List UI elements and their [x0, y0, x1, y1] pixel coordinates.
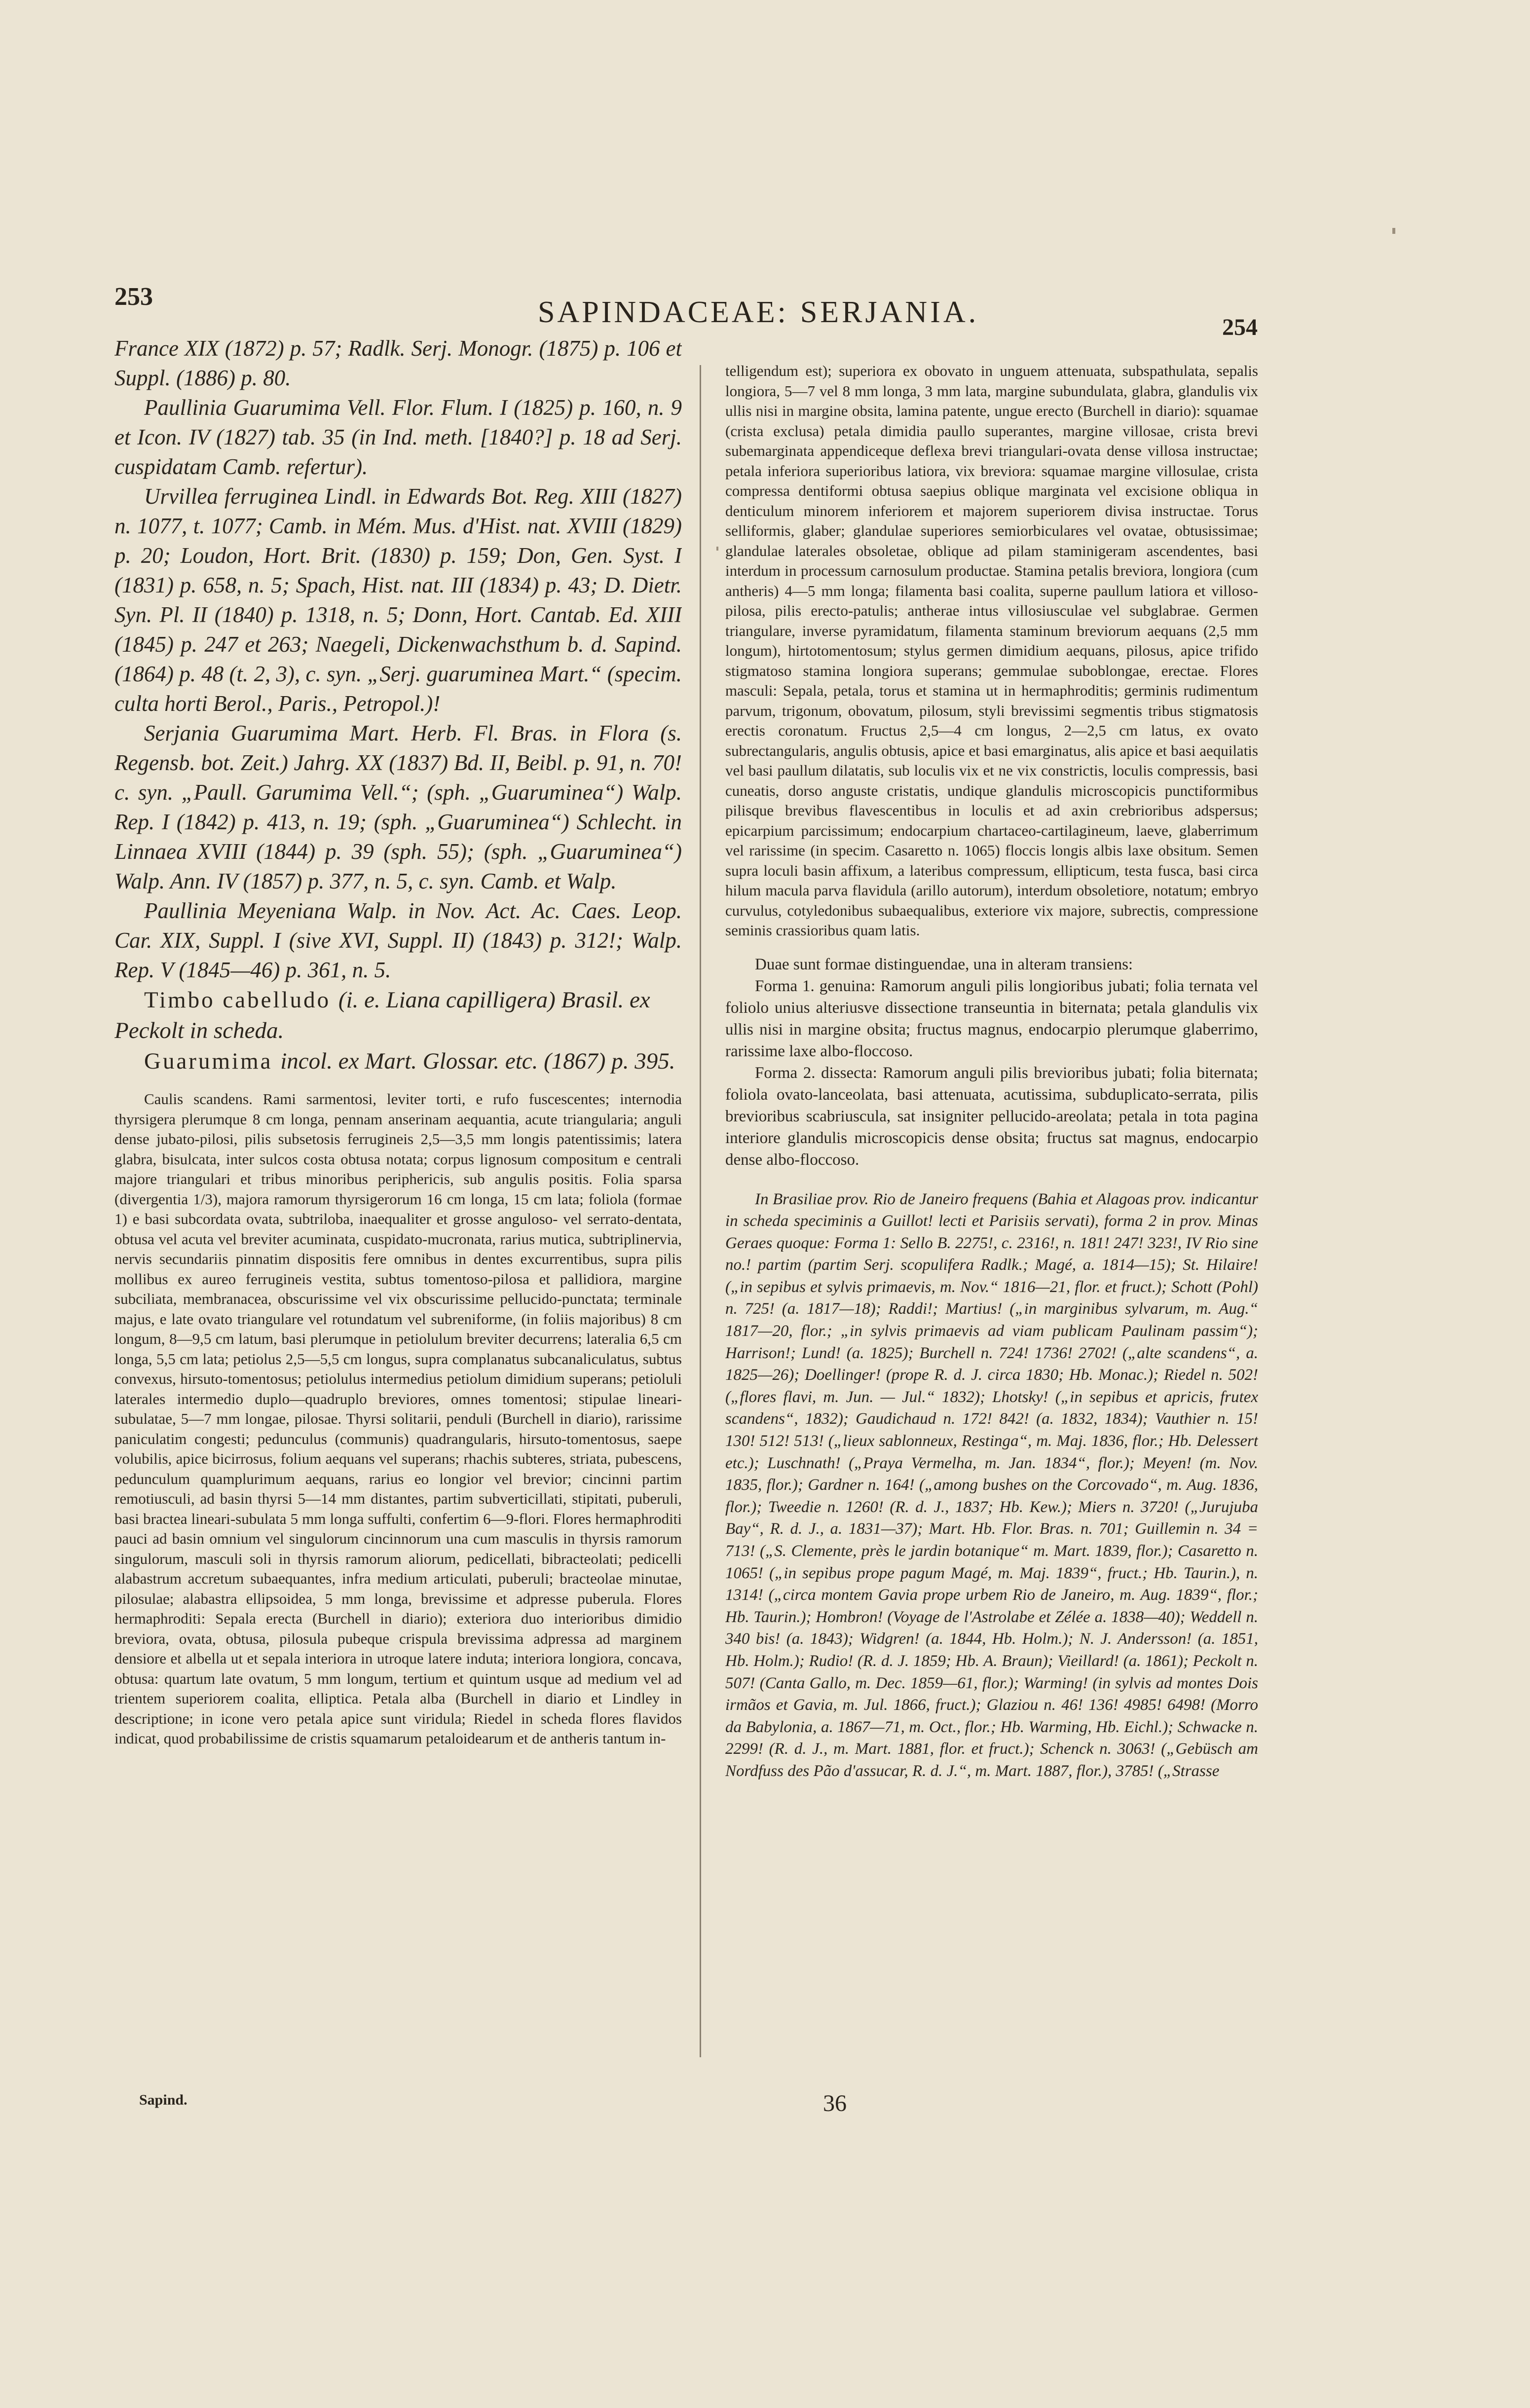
running-head — [538, 295, 979, 330]
signature-mark: Sapind. — [139, 2092, 187, 2108]
forms-intro: Duae sunt formae distinguendae, una in alteram transiens: — [755, 955, 1133, 973]
form-2: Forma 2. dissecta: Ramorum anguli pilis brevioribus jubati; folia biternata; foliola ovato-lanceolata, basi attenuata, acutissima, subduplicato-serrata, pilis brevioribus scabriuscula, sat insigniter pellucido-areolata; petala in tota pagina interiore glandulis microscopicis dense obsita; fructus sat magnus, endocarpio dense albo-floccoso. — [725, 1064, 1258, 1169]
reference-entry: Urvillea ferruginea Lindl. in Edwards Bot. Reg. XIII (1827) n. 1077, t. 1077; Camb. in Mém. Mus. d'Hist. nat. XVIII (1829) p. 20; Loudon, Hort. Brit. (1830) p. 159; Don, Gen. Syst. I (1831) p. 658, n. 5; Spach, Hist. nat. III (1834) p. 43; D. Dietr. Syn. Pl. II (1840) p. 1318, n. 5; Donn, Hort. Cantab. Ed. XIII (1845) p. 247 et 263; Naegeli, Dickenwachsthum b. d. Sapind. (1864) p. 48 (t. 2, 3), c. syn. „Serj. guaruminea Mart.“ (specim. culta horti Berol., Paris., Petropol.)! — [114, 484, 682, 716]
running-head-genus: SERJANIA. — [800, 296, 979, 329]
column-divider — [700, 365, 701, 2057]
reference-entry: France XIX (1872) p. 57; Radlk. Serj. Monogr. (1875) p. 106 et Suppl. (1886) p. 80. — [114, 336, 682, 390]
running-head-family: SAPINDACEAE: — [538, 296, 788, 329]
page-number-right: 254 — [1222, 314, 1258, 340]
vernacular-name — [114, 985, 682, 1046]
left-column — [114, 333, 682, 2095]
reference-entry: Paullinia Guarumima Vell. Flor. Flum. I (1825) p. 160, n. 9 et Icon. IV (1827) tab. 35 (in Ind. meth. [1840?] p. 18 ad Serj. cuspidatam Camb. refertur). — [114, 395, 682, 479]
page-number-left: 253 — [114, 283, 153, 311]
reference-entry: Paullinia Meyeniana Walp. in Nov. Act. Ac. Caes. Leop. Car. XIX, Suppl. I (sive XVI, Suppl. II) (1843) p. 312!; Walp. Rep. V (1845—46) p. 361, n. 5. — [114, 898, 682, 982]
form-1: Forma 1. genuina: Ramorum anguli pilis longioribus jubati; folia ternata vel foliolo unius alteriusve dissectione transeuntia in biternata; petala glandulis vix ullis nisi in margine obsita; fructus magnus, endocarpio plerumque glaberrimo, rarissime laxe albo-floccoso. — [725, 977, 1258, 1060]
description-text: Caulis scandens. Rami sarmentosi, leviter torti, e rufo fuscescentes; internodia thyrsigera plerumque 8 cm longa, pennam anserinam aequantia, acute triangularia; anguli dense jubato-pilosi, pilis subsetosis ferrugineis 2,5—3,5 mm longis patentissimis; latera glabra, bisulcata, inter sulcos costa obtusa notata; corpus lignosum compositum e centrali majore triangulari et tribus minoribus periphericis, sub angulis positis. Folia sparsa (divergentia 1/3), majora ramorum thyrsigerorum 16 cm longa, 15 cm lata; foliola (formae 1) e basi subcordata ovata, subtriloba, inaequaliter et grosse anguloso- vel serrato-dentata, obtusa vel acuta vel breviter acuminata, cuspidato-mucronata, rarius mutica, subtriplinervia, nervis secundariis pinnatim dispositis fere omnibus in dentes excurrentibus, supra pilis mollibus ex aureo ferrugineis vestita, subtus tomentoso-pilosa et pallidiora, margine subciliata, membranacea, obscurissime vel vix obscurissime pellucido-punctata; terminale majus, e late ovato triangulare vel rotundatum vel subreniforme, (in foliis majoribus) 8 cm longum, 8—9,5 cm latum, basi plerumque in petiolulum breviter decurrens; lateralia 6,5 cm longa, 5,5 cm lata; petiolus 2,5—5,5 cm longus, supra complanatus subcanaliculatus, subtus convexus, hirsuto-tomentosus; petiolulus intermedius petiolum dimidium superans; petioluli laterales intermedio duplo—quadruplo breviores, omnes tomentosi; stipulae lineari-subulatae, 5—7 mm longae, pilosae. Thyrsi solitarii, penduli (Burchell in diario), rarissime paniculatim congesti; pedunculus (communis) quadrangularis, hirsuto-tomentosus, saepe volubilis, apice bicirrosus, folium aequans vel superans; rhachis subteres, striata, pubescens, pedunculum quamplurimum aequans, rarius eo longior vel brevior; cincinni partim remotiusculi, ad basin thyrsi 5—14 mm distantes, partim subverticillati, stipitati, puberuli, basi bractea lineari-subulata 5 mm longa suffulti, confertim 6—9-flori. Flores hermaphroditi pauci ad basin omnium vel singulorum cincinnorum una cum masculis in thyrsis ramorum singulorum, masculi soli in thyrsis ramorum aliorum, pedicellati, bibracteolati; pedicelli alabastrum accretum subaequantes, infra medium articulati, puberuli; bracteolae minutae, pilosulae; alabastra ellipsoidea, 5 mm longa, brevissime et adpresse puberula. Flores hermaphroditi: Sepala erecta (Burchell in diario); exteriora duo interioribus dimidio breviora, ovata, obtusa, pilosula pubeque crispula brevissima adpressa ad marginem densiore et albella ut et sepala interiora in utroque latere induta; interiora longiora, concava, obtusa: quartum late ovatum, 5 mm longum, tertium et quintum usque ad medium vel ad trientem superiorem coalita, elliptica. Petala alba (Burchell in diario et Lindley in descriptione; in icone vero petala apice sunt viridula; Riedel in scheda flores flavidos indicat, quod probabilissime de cristis squamarum petaloidearum et de antheris tantum in- — [114, 1090, 682, 1747]
references — [114, 333, 682, 985]
paper-speck — [1392, 228, 1395, 234]
vernacular-name — [114, 1046, 682, 1076]
sheet-number: 36 — [823, 2090, 847, 2116]
description-continued: telligendum est); superiora ex obovato in unguem attenuata, subspathulata, sepalis longiora, 5—7 vel 8 mm longa, 3 mm lata, margine subundulata, glabra, glandulis vix ullis nisi in margine obsita, lamina patente, ungue erecto (Burchell in diario): squamae (crista exclusa) petala dimidia paullo superantes, margine villosae, crista brevi subemarginata appendiceque deflexa brevi triangulari-ovata dense villosa instructae; petala inferiora superioribus latiora, vix breviora: squamae margine villosulae, crista compressa dentiformi obtusa saepius oblique marginata vel excisione obliqua in denticulum minorem inferiorem et majorem superiorem divisa instructae. Torus selliformis, glaber; glandulae superiores semiorbiculares vel ovatae, obtusissimae; glandulae laterales obsoletae, oblique ad pilam staminigeram ascendentes, basi interdum in processum carnosulum productae. Stamina petalis breviora, longiora (cum antheris) 4—5 mm longa; filamenta basi coalita, superne paullum latiora et villoso-pilosa, pilis erecto-patulis; antherae intus villosiusculae vel subglabrae. Germen triangulare, inverse pyramidatum, filamenta staminum breviorum aequans (2,5 mm longum), hirtotomentosum; stylus germen dimidium aequans, pilosus, apice trifido stigmatoso stamina longiora superans; gemmulae suboblongae, erectae. Flores masculi: Sepala, petala, torus et stamina ut in hermaphroditis; germinis rudimentum parvum, trigonum, obovatum, pilosum, styli brevissimi segmentis tribus stigmatosis erectis coronatum. Fructus 2,5—4 cm longus, 2—2,5 cm latus, ex ovato subrectangularis, angulis obtusis, apice et basi emarginatus, alis apice et basi aequilatis vel basi paullum dilatatis, sub loculis vix et ne vix constrictis, loculis compressis, basi cuneatis, dorso anguste cristatis, undique glandulis microscopicis punctiformibus pilisque brevibus flavescentibus in loculis et ad axin crebrioribus adspersus; epicarpium parcissimum; endocarpium chartaceo-cartilagineum, laeve, glaberrimum vel rarissime (in specim. Casaretto n. 1065) floccis longis albis laxe obsitum. Semen supra loculi basin affixum, a lateribus compressum, ellipticum, testa fusca, basi circa hilum macula parva flavidula (arillo autorum), interdum obsoletiore, notatum; embryo curvulus, cotyledonibus subaequalibus, exteriore vix majore, subrectis, compressione seminis crassioribus quam latis. — [725, 362, 1258, 939]
vernacular-term: Guarumima — [144, 1048, 273, 1074]
vernacular-note: incol. ex Mart. Glossar. etc. (1867) p. 395. — [280, 1048, 675, 1074]
distribution-text: In Brasiliae prov. Rio de Janeiro frequens (Bahia et Alagoas prov. indicantur in scheda speciminis a Guillot! lecti et Parisiis servati), forma 2 in prov. Minas Geraes quoque: Forma 1: Sello B. 2275!, c. 2316!, n. 181! 247! 323!, IV Rio sine no.! partim (partim Serj. scopulifera Radlk.; Magé, a. 1814—15); St. Hilaire! („in sepibus et sylvis primaevis, m. Nov.“ 1816—21, flor. et fruct.); Schott (Pohl) n. 725! (a. 1817—18); Raddi!; Martius! („in marginibus sylvarum, m. Aug.“ 1817—20, flor.; „in sylvis primaevis ad viam publicam Paulinam passim“); Harrison!; Lund! (a. 1825); Burchell n. 724! 1736! 2702! („alte scandens“, a. 1825—26); Doellinger! (prope R. d. J. circa 1830; Hb. Monac.); Riedel n. 502! („flores flavi, m. Jun. — Jul.“ 1832); Lhotsky! („in sepibus et apricis, frutex scandens“, 1832); Gaudichaud n. 172! 842! (a. 1832, 1834); Vauthier n. 15! 130! 512! 513! („lieux sablonneux, Restinga“, m. Maj. 1836, flor.; Hb. Delessert etc.); Luschnath! („Praya Vermelha, m. Jan. 1834“, flor.); Meyen! (m. Nov. 1835, flor.); Gardner n. 164! („among bushes on the Corcovado“, m. Aug. 1836, flor.); Tweedie n. 1260! (R. d. J., 1837; Hb. Kew.); Miers n. 3720! („Jurujuba Bay“, R. d. J., a. 1831—37); Mart. Hb. Flor. Bras. n. 701; Guillemin n. 34 = 713! („S. Clemente, près le jardin botanique“ m. Mart. 1839, flor.); Casaretto n. 1065! („in sepibus prope pagum Magé, m. Maj. 1839“, fruct.; Hb. Taurin.), n. 1314! („circa montem Gavia prope urbem Rio de Janeiro, m. Aug. 1839“, flor.; Hb. Taurin.); Hombron! (Voyage de l'Astrolabe et Zélée a. 1838—40); Weddell n. 340 bis! (a. 1843); Widgren! (a. 1844, Hb. Holm.); N. J. Andersson! (a. 1851, Hb. Holm.); Rudio! (R. d. J. 1859; Hb. A. Braun); Vieillard! (a. 1861); Peckolt n. 507! (Canta Gallo, m. Dec. 1859—61, flor.); Warming! (in sylvis ad montes Dois irmãos et Gavia, m. Jul. 1866, fruct.); Glaziou n. 46! 136! 4985! 6498! (Morro da Babylonia, a. 1867—71, m. Oct., flor.; Hb. Warming, Hb. Eichl.); Schwacke n. 2299! (R. d. J., m. Mart. 1881, flor. et fruct.); Schenck n. 3063! („Gebüsch am Nordfuss des Pão d'assucar, R. d. J.“, m. Mart. 1887, flor.), 3785! („Strasse — [725, 1190, 1258, 1780]
vernacular-term: Timbo cabelludo — [144, 987, 331, 1013]
reference-entry: Serjania Guarumima Mart. Herb. Fl. Bras. in Flora (s. Regensb. bot. Zeit.) Jahrg. XX (1837) Bd. II, Beibl. p. 91, n. 70! c. syn. „Paull. Garumima Vell.“; (sph. „Guaruminea“) Walp. Rep. I (1842) p. 413, n. 19; (sph. „Guaruminea“) Schlecht. in Linnaea XVIII (1844) p. 39 (sph. 55); (sph. „Guaruminea“) Walp. Ann. IV (1857) p. 377, n. 5, c. syn. Camb. et Walp. — [114, 721, 682, 893]
forms-section — [725, 954, 1258, 1171]
paper-speck — [716, 547, 718, 551]
vernacular-note: (i. e. Liana capilligera) Brasil. ex Peckolt in scheda. — [114, 987, 650, 1043]
right-column — [725, 361, 1258, 2137]
